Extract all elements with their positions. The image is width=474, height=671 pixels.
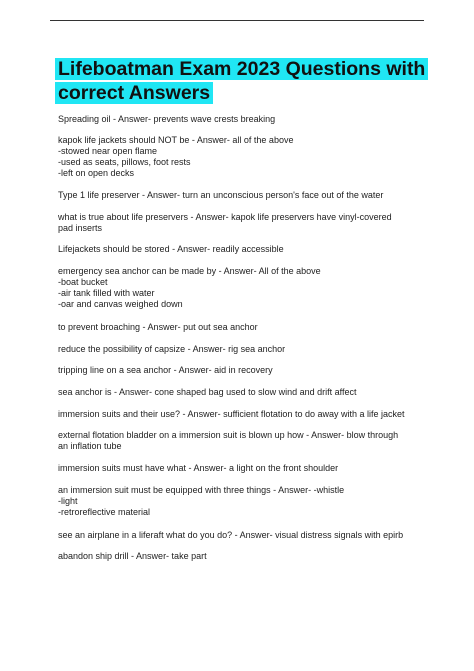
qa-item: tripping line on a sea anchor - Answer- aid in recovery [58,365,273,375]
qa-item: immersion suits must have what - Answer- a light on the front shoulder [58,463,339,473]
qa-item: Lifejackets should be stored - Answer- readily accessible [58,244,284,254]
qa-item: external flotation bladder on a immersion suit is blown up how - Answer- blow through an inflation tube [58,430,399,451]
qa-item: emergency sea anchor can be made by - Answer- All of the above -boat bucket -air tank filled with water -oar and canvas weighed down [58,266,321,309]
qa-item: to prevent broaching - Answer- put out sea anchor [58,322,258,332]
qa-item: kapok life jackets should NOT be - Answer- all of the above -stowed near open flame -used as seats, pillows, foot rests -left on open decks [58,135,294,178]
title-line-2: correct Answers [55,82,213,104]
qa-item: reduce the possibility of capsize - Answer- rig sea anchor [58,344,286,354]
qa-item: immersion suits and their use? - Answer- sufficient flotation to do away with a life jacket [58,409,405,419]
top-rule [50,20,424,21]
qa-item: abandon ship drill - Answer- take part [58,551,207,561]
document-title [55,58,430,106]
qa-item: what is true about life preservers - Answer- kapok life preservers have vinyl-covered pad inserts [58,212,392,233]
qa-item: an immersion suit must be equipped with three things - Answer- -whistle -light -retroreflective material [58,485,345,517]
qa-item: sea anchor is - Answer- cone shaped bag used to slow wind and drift affect [58,387,357,397]
qa-item: see an airplane in a liferaft what do you do? - Answer- visual distress signals with epirb [58,530,404,540]
title-line-1: Lifeboatman Exam 2023 Questions with [55,58,428,80]
qa-item: Type 1 life preserver - Answer- turn an unconscious person's face out of the water [58,190,384,200]
qa-item: Spreading oil - Answer- prevents wave crests breaking [58,114,276,124]
